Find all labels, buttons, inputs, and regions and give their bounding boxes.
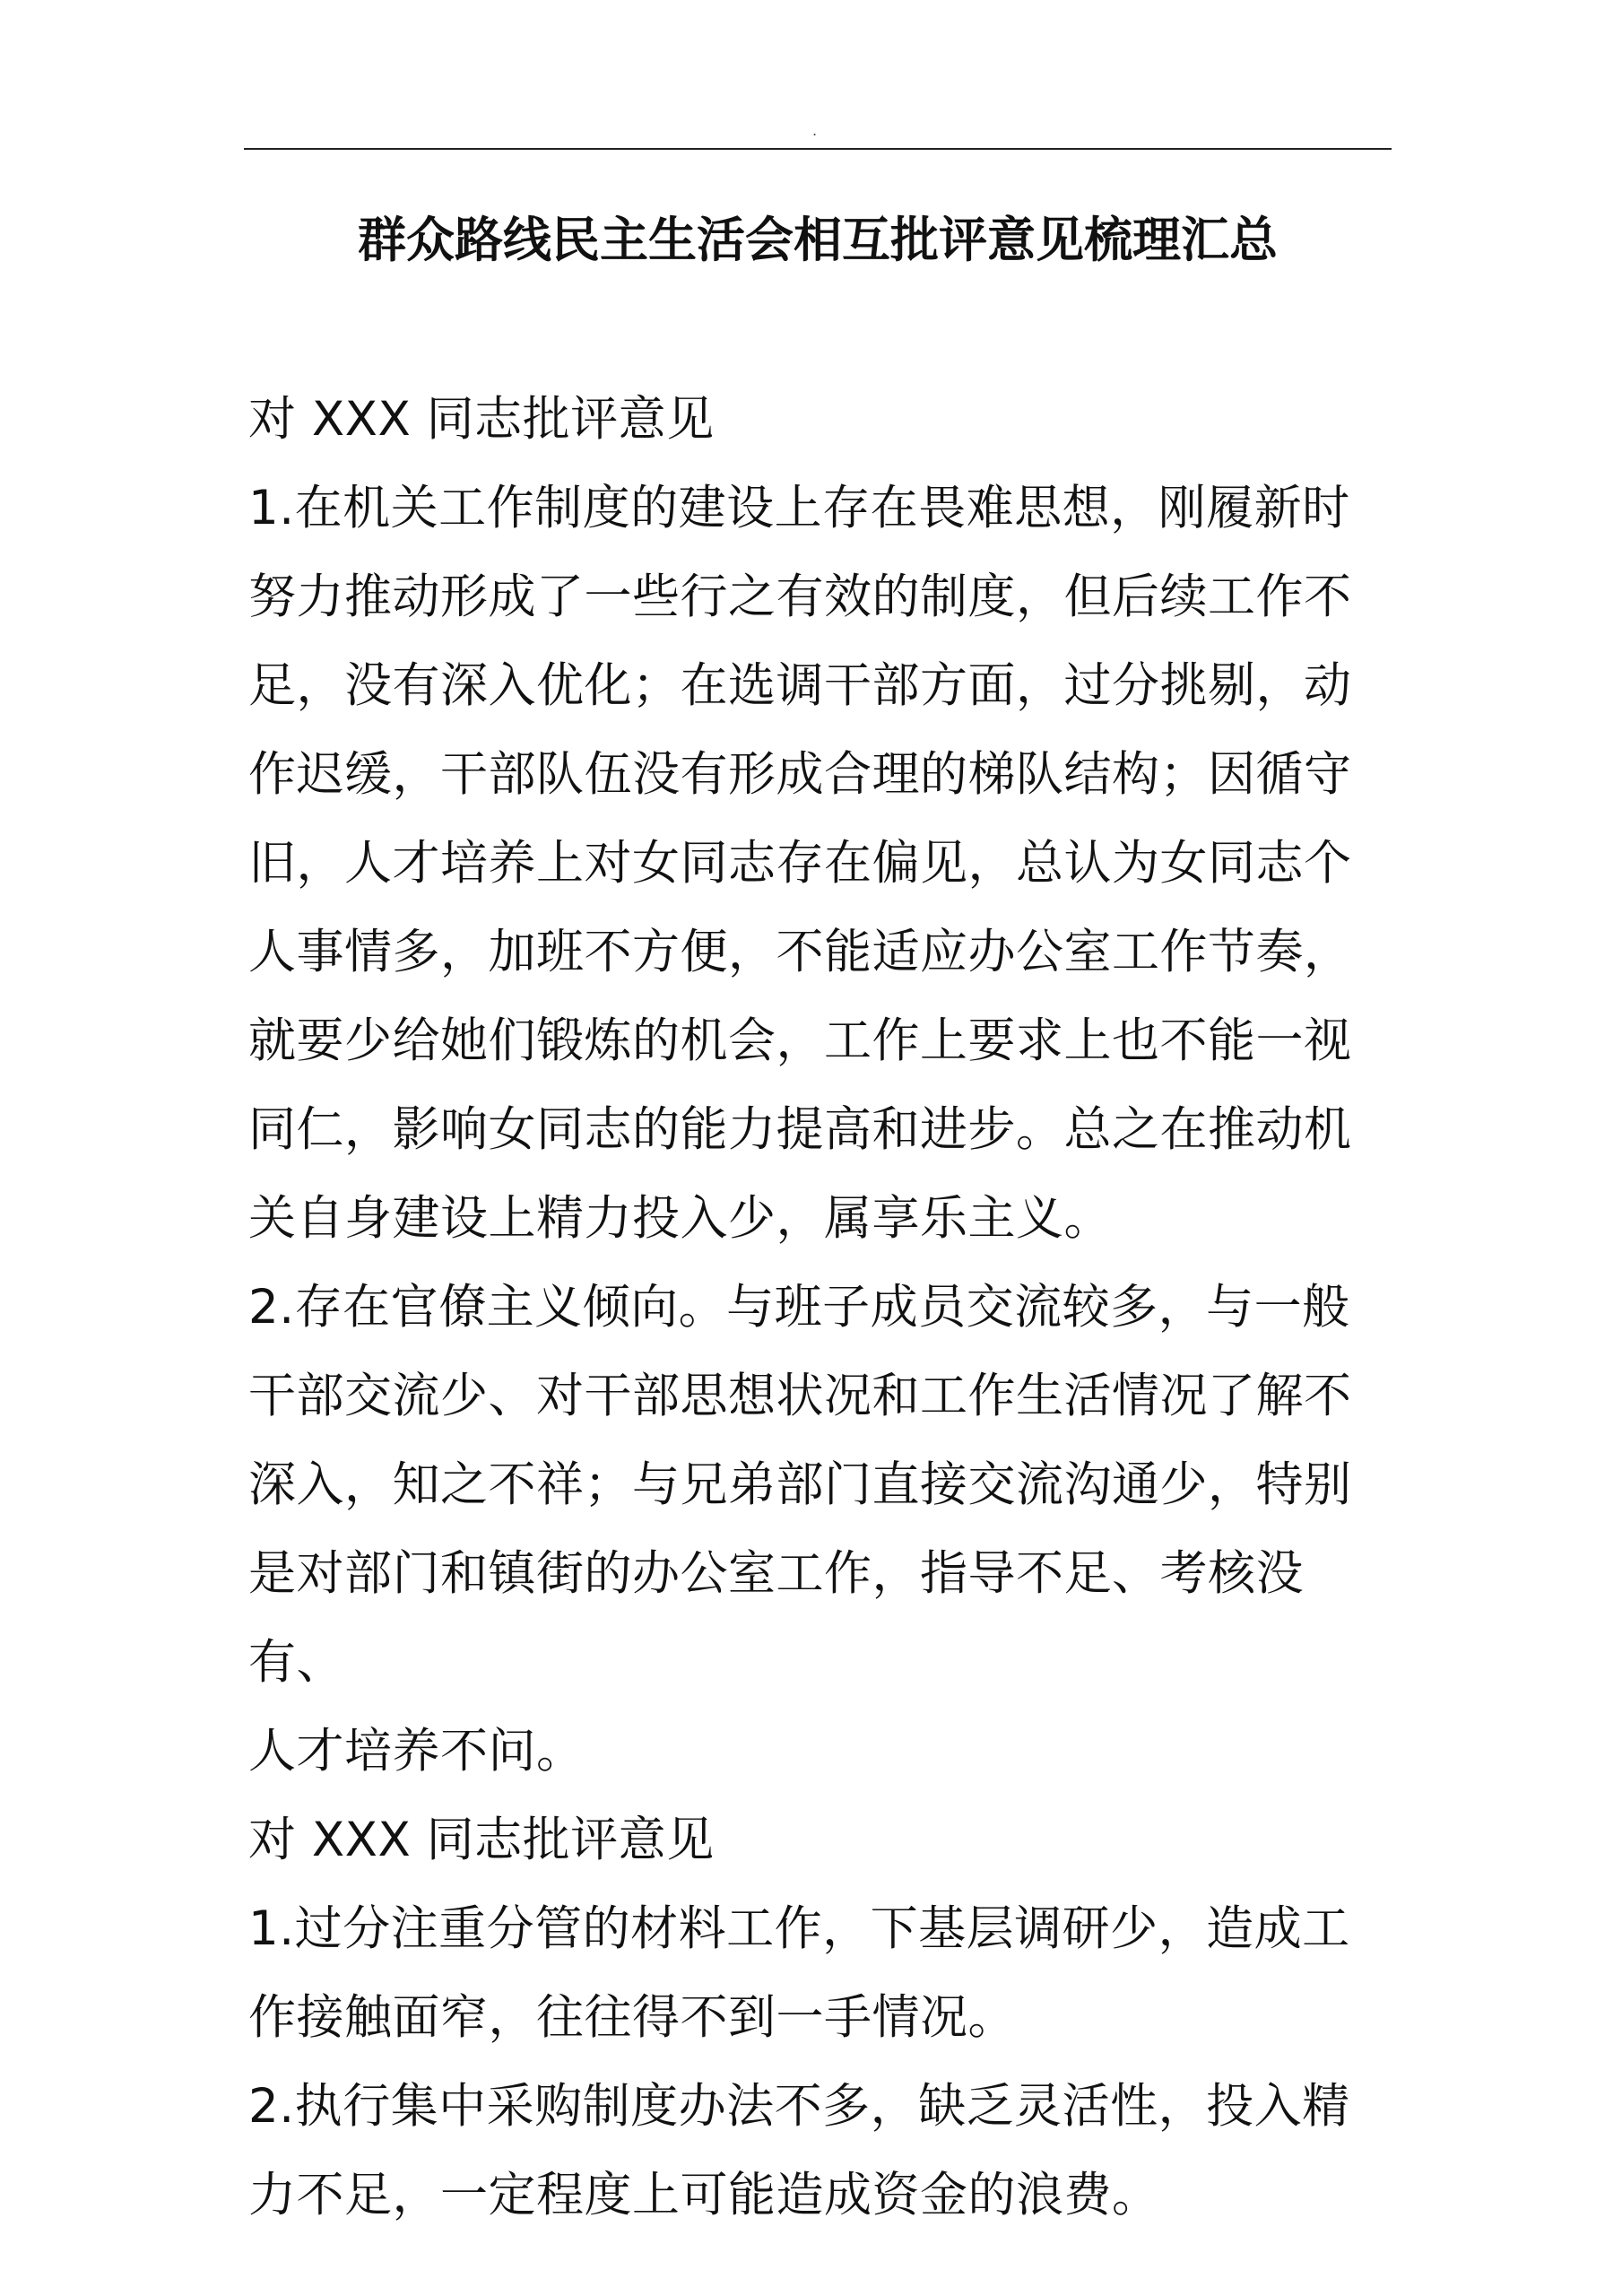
body-line: 1.过分注重分管的材料工作，下基层调研少，造成工 <box>248 1901 1350 1956</box>
body-line: 是对部门和镇街的办公室工作，指导不足、考核没有、 <box>248 1546 1304 1690</box>
body-line: 人才培养不问。 <box>248 1724 585 1779</box>
body-line: 作接触面窄，往往得不到一手情况。 <box>248 1990 1016 2045</box>
body-line: 足，没有深入优化；在选调干部方面，过分挑剔，动 <box>248 658 1352 713</box>
body-line: 作迟缓，干部队伍没有形成合理的梯队结构；因循守 <box>248 747 1352 802</box>
section-heading: 对 XXX 同志批评意见 <box>248 392 715 447</box>
body-line: 关自身建设上精力投入少，属享乐主义。 <box>248 1191 1112 1246</box>
body-line: 旧，人才培养上对女同志存在偏见，总认为女同志个 <box>248 836 1352 891</box>
document-title: 群众路线民主生活会相互批评意见梳理汇总 <box>358 212 1278 268</box>
body-line: 深入，知之不祥；与兄弟部门直接交流沟通少，特别 <box>248 1457 1352 1512</box>
header-rule <box>244 148 1392 150</box>
body-line: 人事情多，加班不方便，不能适应办公室工作节奏， <box>248 925 1352 979</box>
document-body <box>248 375 1392 2239</box>
body-line: 就要少给她们锻炼的机会，工作上要求上也不能一视 <box>248 1013 1352 1068</box>
body-line: 同仁，影响女同志的能力提高和进步。总之在推动机 <box>248 1102 1352 1157</box>
section-heading: 对 XXX 同志批评意见 <box>248 1813 715 1867</box>
body-line: 2.执行集中采购制度办法不多，缺乏灵活性，投入精 <box>248 2079 1350 2134</box>
body-line: 努力推动形成了一些行之有效的制度，但后续工作不 <box>248 570 1352 624</box>
body-line: 力不足，一定程度上可能造成资金的浪费。 <box>248 2168 1160 2222</box>
body-line: 1.在机关工作制度的建设上存在畏难思想，刚履新时 <box>248 481 1350 535</box>
body-line: 2.存在官僚主义倾向。与班子成员交流较多，与一般 <box>248 1280 1350 1335</box>
header-mark: . <box>812 122 818 139</box>
body-line: 干部交流少、对干部思想状况和工作生活情况了解不 <box>248 1369 1352 1423</box>
